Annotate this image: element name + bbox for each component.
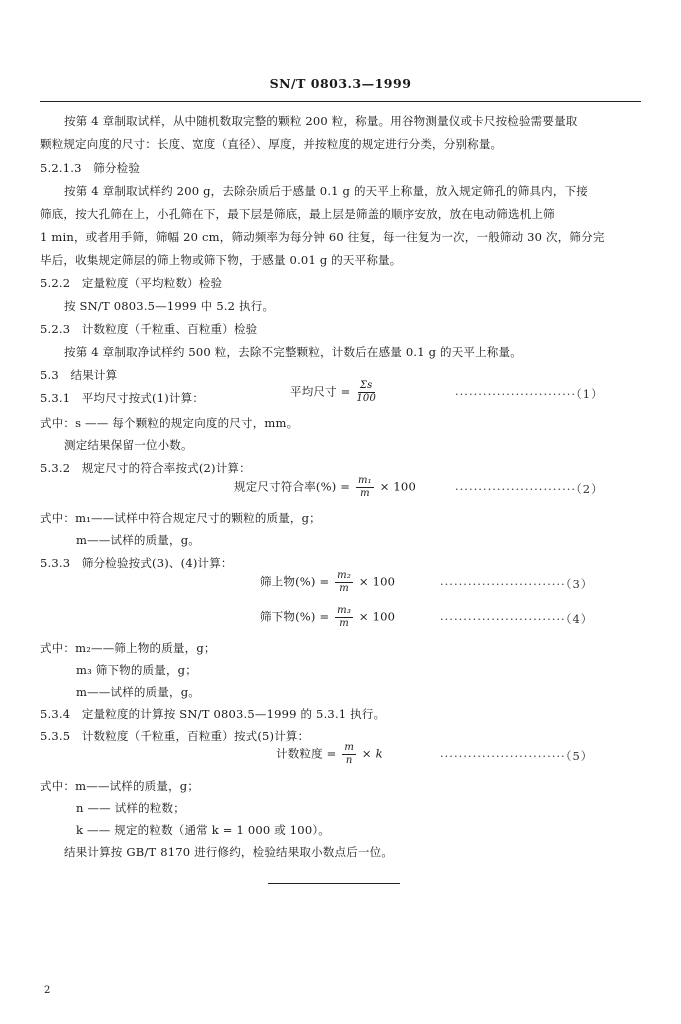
equation-1-denominator: 100: [356, 393, 377, 404]
intro-line-2: 颗粒规定向度的尺寸：长度、宽度（直径）、厚度，并按粒度的规定进行分类，分别称量。: [40, 137, 503, 151]
equation-2-number: ··························（2）: [455, 482, 604, 496]
equation-4-fraction: [335, 605, 353, 630]
section-5-3-2-heading: [40, 460, 251, 476]
end-rule: [268, 883, 400, 884]
equation-3-left: 筛上物(%) =: [260, 574, 330, 589]
section-number: 5.3.3: [40, 556, 71, 570]
section-number: 5.3.2: [40, 461, 71, 475]
section-number: 5.2.1.3: [40, 161, 82, 175]
equation-1-number: ··························（1）: [455, 387, 604, 401]
equation-5-right: × k: [361, 746, 383, 761]
section-title: 筛分检验: [93, 161, 141, 175]
equation-1: [290, 380, 378, 405]
s531-note: 测定结果保留一位小数。: [64, 438, 193, 452]
equation-4-denominator: m: [339, 618, 349, 629]
s532-where-2: m——试样的质量，g。: [76, 533, 200, 547]
equation-3-number: ···························（3）: [440, 577, 594, 591]
equation-5: [276, 742, 383, 767]
equation-3-fraction: [335, 570, 353, 595]
equation-1-left: 平均尺寸 =: [290, 384, 351, 399]
s535-where-3: k —— 规定的粒数（通常 k = 1 000 或 100）。: [76, 823, 330, 837]
s533-where-2: m₃ 筛下物的质量，g；: [76, 663, 197, 677]
equation-2-right: × 100: [379, 479, 416, 494]
equation-3-numerator: m₂: [337, 570, 352, 581]
section-title: 筛分检验按式(3)、(4)计算：: [81, 556, 233, 570]
equation-5-numerator: m: [344, 742, 355, 753]
section-title: 计数粒度（千粒重，百粒重）按式(5)计算：: [81, 729, 310, 743]
s532-where-1: 式中：m₁——试样中符合规定尺寸的颗粒的质量，g；: [40, 511, 321, 525]
s533-where-1: 式中：m₂——筛上物的质量，g；: [40, 641, 216, 655]
equation-1-fraction: [356, 380, 376, 405]
section-title: 结果计算: [70, 368, 118, 382]
s522-line-1: 按 SN/T 0803.5—1999 中 5.2 执行。: [64, 299, 275, 313]
s533-where-3: m——试样的质量，g。: [76, 685, 200, 699]
equation-3: [260, 570, 395, 595]
equation-3-right: × 100: [358, 574, 396, 589]
section-number: 5.3.1: [40, 391, 71, 405]
equation-5-left: 计数粒度 =: [276, 746, 337, 761]
equation-2-numerator: m₁: [357, 475, 372, 486]
s5213-line-3: 1 min，或者用手筛，筛幅 20 cm，筛动频率为每分钟 60 往复，每一往复为一次，一般筛动 30 次，筛分完: [40, 230, 605, 244]
equation-4-left: 筛下物(%) =: [260, 609, 330, 624]
page-number: 2: [44, 985, 51, 996]
section-title: 定量粒度（平均粒数）检验: [81, 276, 223, 290]
section-text: 定量粒度的计算按 SN/T 0803.5—1999 的 5.3.1 执行。: [81, 707, 386, 721]
equation-5-number: ···························（5）: [440, 749, 594, 763]
equation-4-numerator: m₃: [337, 605, 352, 616]
s535-where-2: n —— 试样的粒数；: [76, 801, 185, 815]
equation-4-right: × 100: [358, 609, 396, 624]
equation-3-denominator: m: [339, 583, 349, 594]
equation-4-number: ···························（4）: [440, 612, 594, 626]
s531-where: 式中：s —— 每个颗粒的规定向度的尺寸，mm。: [40, 416, 299, 430]
section-number: 5.2.3: [40, 322, 71, 336]
intro-line-1: 按第 4 章制取试样，从中随机数取完整的颗粒 200 粒，称量。用谷物测量仪或卡尺按检验需要量取: [64, 114, 578, 128]
equation-2-left: 规定尺寸符合率(%) =: [234, 479, 351, 494]
equation-5-denominator: n: [345, 755, 353, 766]
section-5-3-5-heading: [40, 728, 309, 744]
equation-1-numerator: Σs: [359, 380, 373, 391]
s535-final: 结果计算按 GB/T 8170 进行修约，检验结果取小数点后一位。: [64, 845, 394, 859]
section-5-3-3-heading: [40, 555, 233, 571]
s5213-line-2: 筛底，按大孔筛在上，小孔筛在下，最下层是筛底，最上层是筛盖的顺序安放，放在电动筛选机上筛: [40, 207, 555, 221]
section-title: 规定尺寸的符合率按式(2)计算：: [81, 461, 251, 475]
section-number: 5.3.4: [40, 707, 71, 721]
s523-line-1: 按第 4 章制取净试样约 500 粒，去除不完整颗粒，计数后在感量 0.1 g 的天平上称量。: [64, 345, 522, 359]
section-5-2-1-3-heading: [40, 160, 140, 176]
s535-where-1: 式中：m——试样的质量，g；: [40, 779, 200, 793]
s5213-line-4: 毕后，收集规定筛层的筛上物或筛下物，于感量 0.01 g 的天平称量。: [40, 253, 402, 267]
section-5-2-3-heading: [40, 321, 257, 337]
section-number: 5.3.5: [40, 729, 71, 743]
section-5-3-heading: [40, 367, 117, 383]
section-5-2-2-heading: [40, 275, 222, 291]
section-title: 计数粒度（千粒重、百粒重）检验: [81, 322, 258, 336]
equation-2: [234, 475, 416, 500]
section-title: 平均尺寸按式(1)计算：: [81, 391, 205, 405]
s5213-line-1: 按第 4 章制取试样约 200 g，去除杂质后于感量 0.1 g 的天平上称量，放入规定筛孔的筛具内，下接: [64, 184, 588, 198]
section-5-3-1-heading: [40, 390, 204, 406]
header-rule: [40, 101, 641, 102]
section-5-3-4: [40, 706, 385, 722]
equation-5-fraction: [342, 742, 356, 767]
page-header-title: SN/T 0803.3—1999: [269, 76, 412, 91]
equation-2-denominator: m: [360, 488, 370, 499]
section-number: 5.3: [40, 368, 59, 382]
equation-2-fraction: [356, 475, 374, 500]
equation-4: [260, 605, 395, 630]
section-number: 5.2.2: [40, 276, 71, 290]
